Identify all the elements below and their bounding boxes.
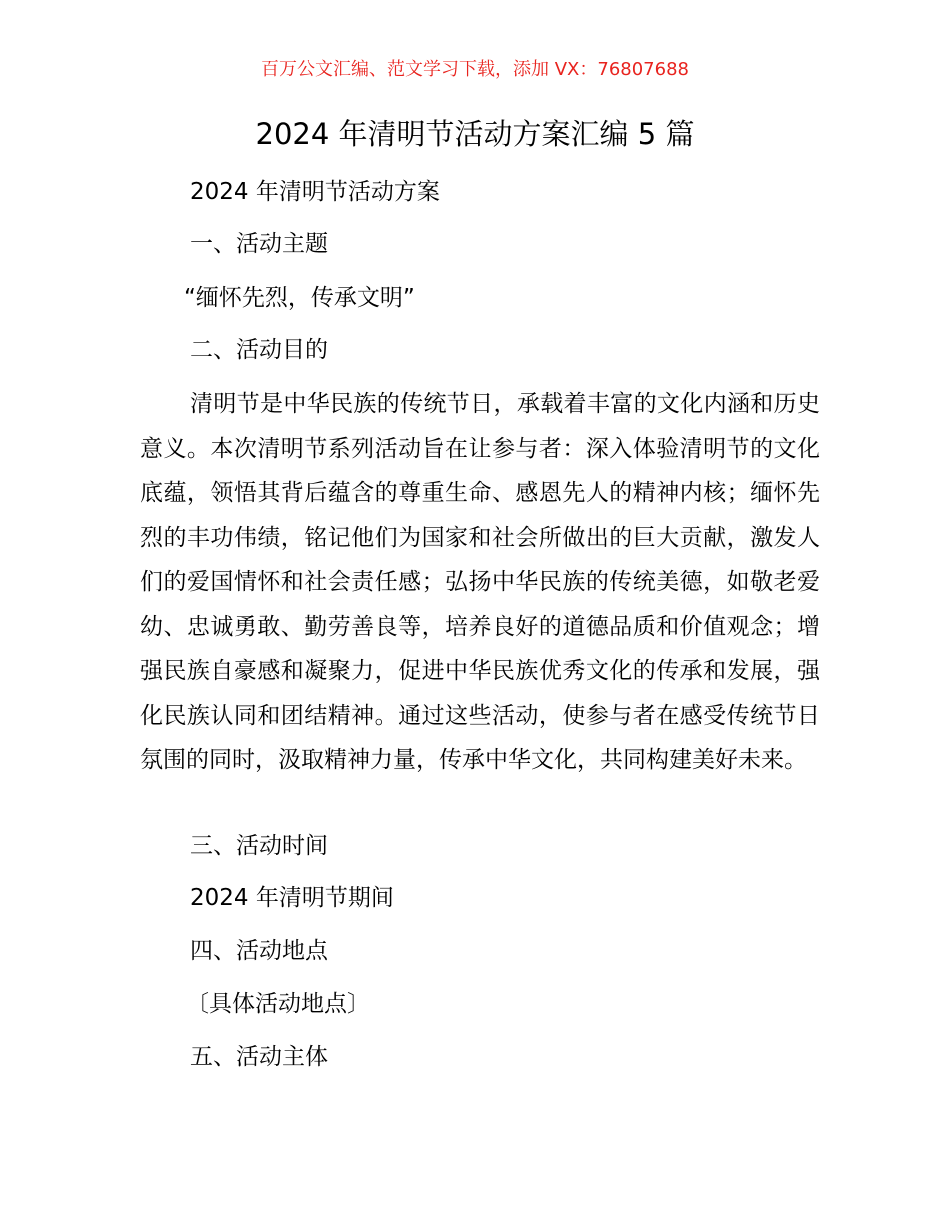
header-watermark-note: 百万公文汇编、范文学习下载，添加 VX：76807688 xyxy=(261,59,689,80)
purpose-heading: 二、活动目的 xyxy=(190,337,328,363)
subject-heading: 五、活动主体 xyxy=(190,1044,328,1070)
document-subtitle: 2024 年清明节活动方案 xyxy=(190,179,440,205)
purpose-paragraph: 清明节是中华民族的传统节日，承载着丰富的文化内涵和历史意义。本次清明节系列活动旨在让参与者：深入体验清明节的文化底蕴，领悟其背后蕴含的尊重生命、感恩先人的精神内核；缅怀先烈的丰功伟绩，铭记他们为国家和社会所做出的巨大贡献，激发人们的爱国情怀和社会责任感；弘扬中华民族的传统美德，如敬老爱幼、忠诚勇敢、勤劳善良等，培养良好的道德品质和价值观念；增强民族自豪感和凝聚力，促进中华民族优秀文化的传承和发展，强化民族认同和团结精神。通过这些活动，使参与者在感受传统节日氛围的同时，汲取精神力量，传承中华文化，共同构建美好未来。 xyxy=(140,391,820,773)
theme-heading: 一、活动主题 xyxy=(190,231,328,257)
location-heading: 四、活动地点 xyxy=(190,938,328,964)
theme-text: “缅怀先烈，传承文明” xyxy=(184,285,415,311)
time-text: 2024 年清明节期间 xyxy=(190,885,394,911)
time-heading: 三、活动时间 xyxy=(190,833,328,859)
document-title: 2024 年清明节活动方案汇编 5 篇 xyxy=(255,117,695,151)
location-text: 〔具体活动地点〕 xyxy=(186,991,370,1017)
